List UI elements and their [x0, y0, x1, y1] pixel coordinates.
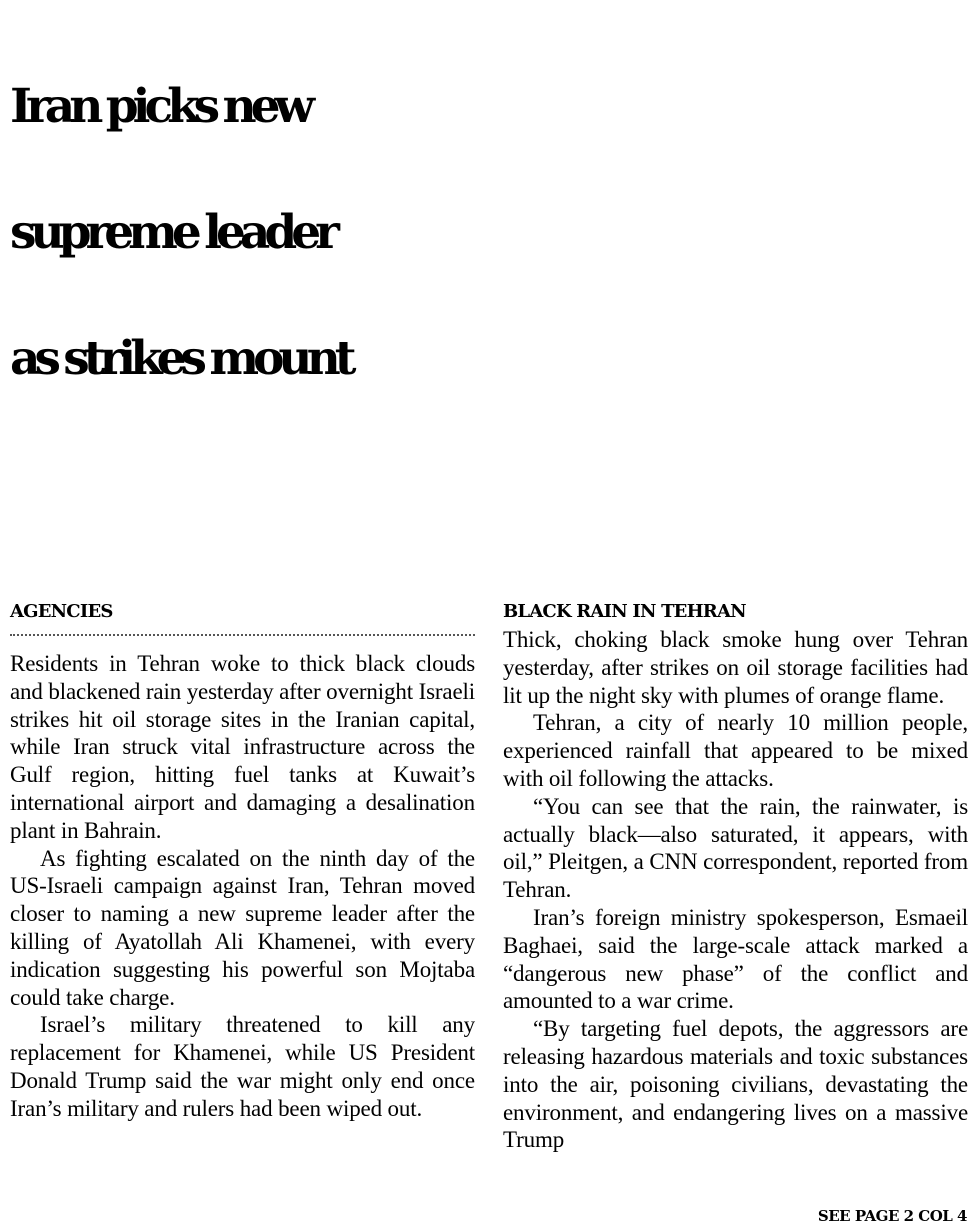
paragraph: Thick, choking black smoke hung over Tehran yesterday, after strikes on oil storage facilities had lit up the night sky with plumes of orange flame.	[503, 627, 968, 708]
paragraph: Israel’s military threatened to kill any replacement for Khamenei, while US President Donald Trump said the war might only end once Iran’s military and rulers had been wiped out.	[10, 1012, 475, 1121]
headline-line: supreme leader	[10, 205, 334, 260]
headline-line: as strikes mount	[10, 331, 351, 386]
article-body-right	[503, 626, 968, 1154]
paragraph: “By targeting fuel depots, the aggressors are releasing hazardous materials and toxic substances into the air, poisoning civilians, devastating the environment, and endangering lives on a massive Trump	[503, 1016, 968, 1153]
dotted-divider	[10, 634, 475, 636]
section-heading: BLACK RAIN IN TEHRAN	[503, 601, 746, 622]
paragraph: Tehran, a city of nearly 10 million people, experienced rainfall that appeared to be mixed with oil following the attacks.	[503, 710, 968, 791]
subheadline-line	[11, 536, 971, 589]
article-body-left	[10, 650, 475, 1123]
paragraph: Residents in Tehran woke to thick black clouds and blackened rain yesterday after overnight Israeli strikes hit oil storage sites in the Iranian capital, while Iran struck vital infrastructure across the Gulf region, hitting fuel tanks at Kuwait’s international airport and damaging a desalination plant in Bahrain.	[10, 651, 475, 843]
headline-line: Iran picks new	[10, 79, 309, 134]
subheadline	[11, 430, 971, 589]
continuation-reference: SEE PAGE 2 COL 4	[817, 1207, 967, 1225]
paragraph: Iran’s foreign ministry spokesperson, Esmaeil Baghaei, said the large-scale attack marked a “dangerous new phase” of the conflict and amounted to a war crime.	[503, 904, 968, 1014]
subheadline-line	[11, 483, 971, 536]
byline: AGENCIES	[10, 601, 113, 622]
left-column	[10, 598, 475, 1123]
paragraph: “You can see that the rain, the rainwater, is actually black—also saturated, it appears, with oil,” Pleitgen, a CNN correspondent, reported from Tehran.	[503, 793, 968, 903]
paragraph: As fighting escalated on the ninth day of the US-Israeli campaign against Iran, Tehran moved closer to naming a new supreme leader after the killing of Ayatollah Ali Khamenei, with every indication suggesting his powerful son Mojtaba could take charge.	[10, 845, 475, 1010]
right-column	[503, 598, 968, 1154]
headline	[10, 44, 970, 422]
subheadline-line	[11, 430, 971, 483]
